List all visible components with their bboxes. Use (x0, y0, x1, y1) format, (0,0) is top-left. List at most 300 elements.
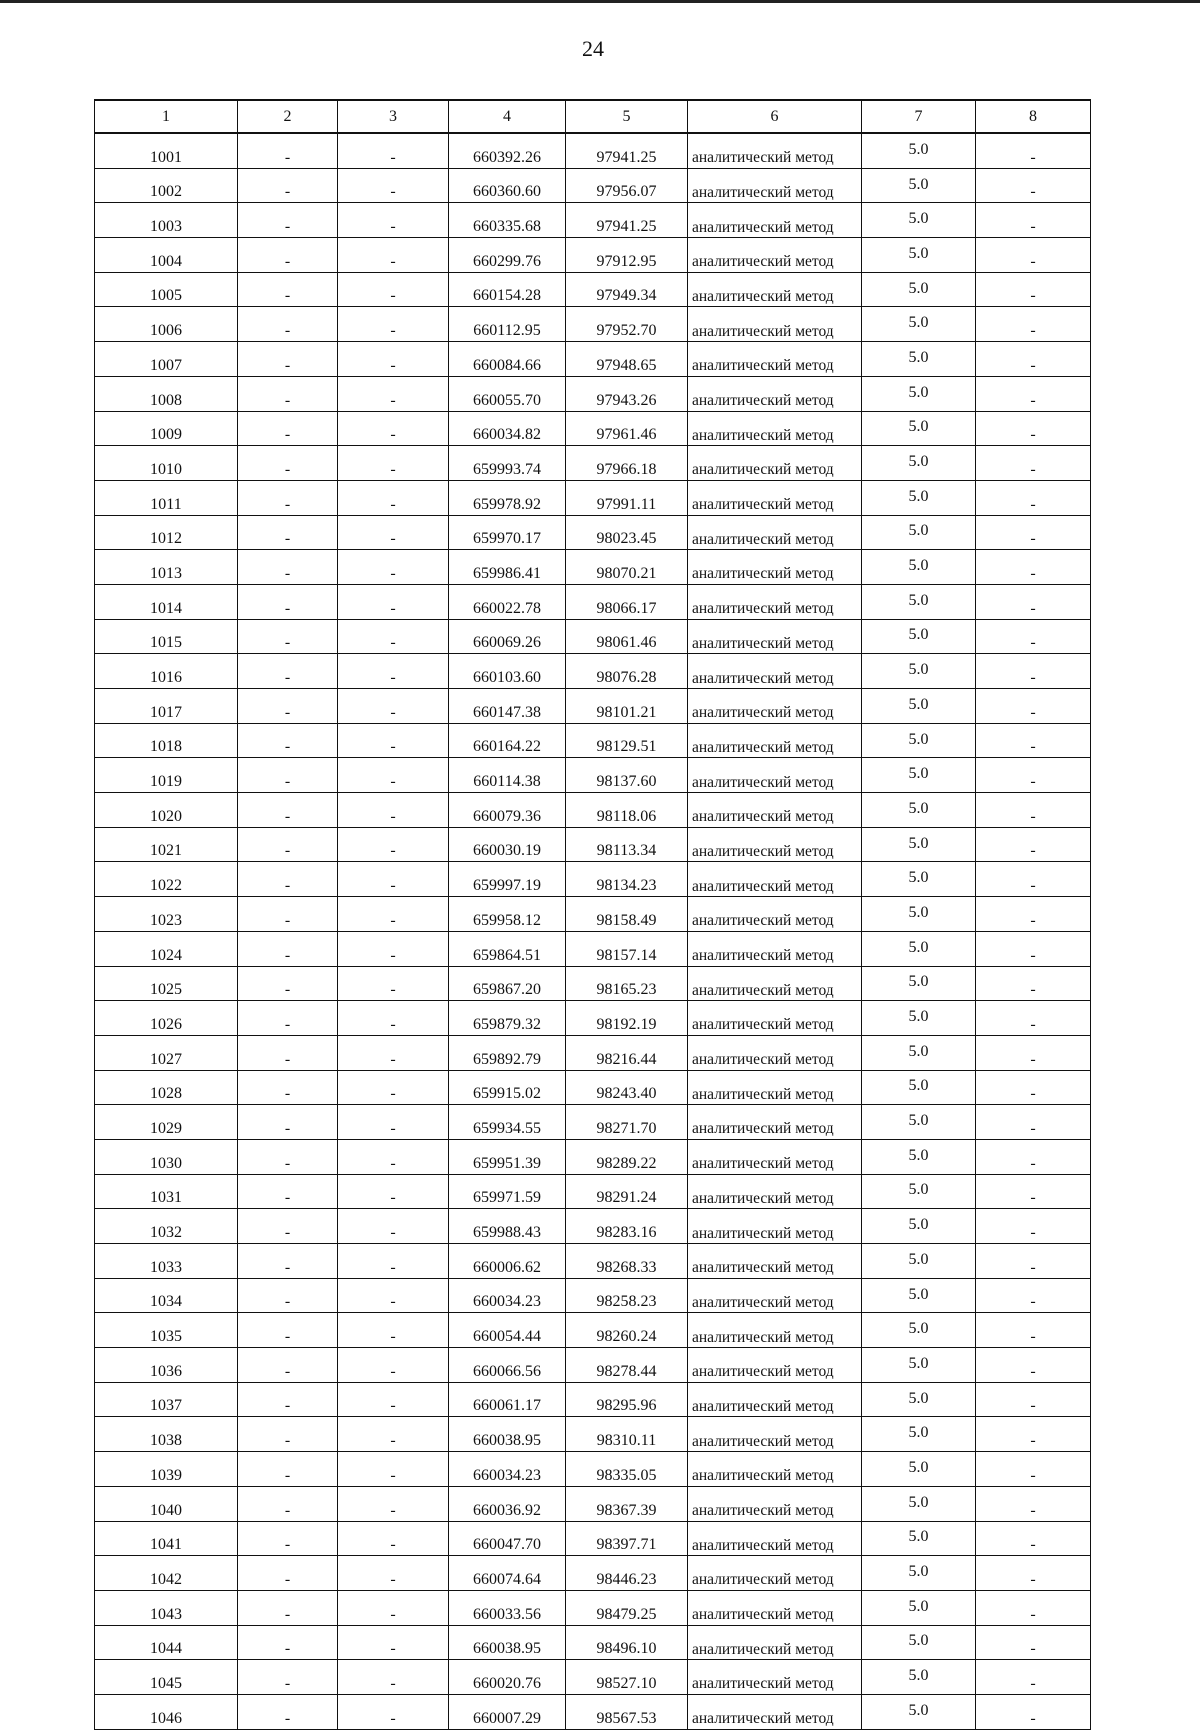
table-row (95, 862, 1091, 897)
column-8-cell: - (976, 1348, 1091, 1383)
table-row (95, 1625, 1091, 1660)
table-row (95, 342, 1091, 377)
coordinate-y-cell: 98258.23 (566, 1278, 688, 1313)
method-cell: аналитический метод (688, 1278, 862, 1313)
coordinate-y-cell: 98023.45 (566, 515, 688, 550)
column-8-cell: - (976, 203, 1091, 238)
column-2-cell: - (238, 897, 338, 932)
table-row (95, 480, 1091, 515)
column-2-cell: - (238, 584, 338, 619)
coordinate-x-cell: 660047.70 (449, 1521, 566, 1556)
column-3-cell: - (338, 827, 449, 862)
column-8-cell: - (976, 862, 1091, 897)
table-row (95, 793, 1091, 828)
coordinate-y-cell: 98129.51 (566, 723, 688, 758)
table-row (95, 238, 1091, 273)
column-2-cell: - (238, 342, 338, 377)
distance-cell: 5.0 (862, 1521, 976, 1556)
coordinate-x-cell: 660033.56 (449, 1590, 566, 1625)
coordinate-x-cell: 660054.44 (449, 1313, 566, 1348)
coordinate-x-cell: 659997.19 (449, 862, 566, 897)
coordinate-y-cell: 98335.05 (566, 1452, 688, 1487)
point-number-cell: 1033 (95, 1244, 238, 1279)
coordinate-y-cell: 98134.23 (566, 862, 688, 897)
coordinate-y-cell: 98192.19 (566, 1001, 688, 1036)
distance-cell: 5.0 (862, 168, 976, 203)
point-number-cell: 1027 (95, 1035, 238, 1070)
column-2-cell: - (238, 515, 338, 550)
method-cell: аналитический метод (688, 1452, 862, 1487)
distance-cell: 5.0 (862, 654, 976, 689)
point-number-cell: 1044 (95, 1625, 238, 1660)
table-row (95, 1660, 1091, 1695)
column-3-cell: - (338, 1417, 449, 1452)
coordinate-y-cell: 98137.60 (566, 758, 688, 793)
column-8-cell: - (976, 1625, 1091, 1660)
distance-cell: 5.0 (862, 376, 976, 411)
distance-cell: 5.0 (862, 1556, 976, 1591)
column-3-cell: - (338, 584, 449, 619)
column-2-cell: - (238, 1278, 338, 1313)
column-3-cell: - (338, 1694, 449, 1729)
column-3-cell: - (338, 862, 449, 897)
column-8-cell: - (976, 793, 1091, 828)
column-3-cell: - (338, 515, 449, 550)
method-cell: аналитический метод (688, 827, 862, 862)
point-number-cell: 1026 (95, 1001, 238, 1036)
coordinate-x-cell: 659915.02 (449, 1070, 566, 1105)
column-header: 1 (95, 100, 238, 133)
column-2-cell: - (238, 827, 338, 862)
column-8-cell: - (976, 689, 1091, 724)
distance-cell: 5.0 (862, 619, 976, 654)
column-8-cell: - (976, 446, 1091, 481)
method-cell: аналитический метод (688, 1070, 862, 1105)
distance-cell: 5.0 (862, 480, 976, 515)
distance-cell: 5.0 (862, 1694, 976, 1729)
method-cell: аналитический метод (688, 584, 862, 619)
column-3-cell: - (338, 446, 449, 481)
coordinate-y-cell: 98076.28 (566, 654, 688, 689)
point-number-cell: 1039 (95, 1452, 238, 1487)
distance-cell: 5.0 (862, 793, 976, 828)
table-row (95, 1313, 1091, 1348)
table-row (95, 515, 1091, 550)
column-2-cell: - (238, 1348, 338, 1383)
column-2-cell: - (238, 654, 338, 689)
distance-cell: 5.0 (862, 307, 976, 342)
table-row (95, 133, 1091, 168)
method-cell: аналитический метод (688, 1244, 862, 1279)
column-2-cell: - (238, 1590, 338, 1625)
column-2-cell: - (238, 862, 338, 897)
column-header: 2 (238, 100, 338, 133)
column-8-cell: - (976, 342, 1091, 377)
point-number-cell: 1007 (95, 342, 238, 377)
coordinate-x-cell: 659971.59 (449, 1174, 566, 1209)
table-row (95, 1174, 1091, 1209)
column-3-cell: - (338, 1382, 449, 1417)
distance-cell: 5.0 (862, 515, 976, 550)
distance-cell: 5.0 (862, 584, 976, 619)
column-8-cell: - (976, 133, 1091, 168)
table-row (95, 966, 1091, 1001)
column-2-cell: - (238, 1521, 338, 1556)
column-2-cell: - (238, 1313, 338, 1348)
point-number-cell: 1029 (95, 1105, 238, 1140)
point-number-cell: 1003 (95, 203, 238, 238)
point-number-cell: 1024 (95, 931, 238, 966)
distance-cell: 5.0 (862, 1452, 976, 1487)
coordinate-x-cell: 660360.60 (449, 168, 566, 203)
column-3-cell: - (338, 307, 449, 342)
method-cell: аналитический метод (688, 342, 862, 377)
method-cell: аналитический метод (688, 793, 862, 828)
coordinate-y-cell: 98216.44 (566, 1035, 688, 1070)
column-8-cell: - (976, 168, 1091, 203)
point-number-cell: 1046 (95, 1694, 238, 1729)
distance-cell: 5.0 (862, 342, 976, 377)
column-2-cell: - (238, 1174, 338, 1209)
coordinate-y-cell: 98278.44 (566, 1348, 688, 1383)
coordinate-x-cell: 660084.66 (449, 342, 566, 377)
table-row (95, 723, 1091, 758)
column-2-cell: - (238, 1660, 338, 1695)
method-cell: аналитический метод (688, 1174, 862, 1209)
column-8-cell: - (976, 480, 1091, 515)
table-row (95, 1417, 1091, 1452)
coordinate-x-cell: 660066.56 (449, 1348, 566, 1383)
column-3-cell: - (338, 550, 449, 585)
coordinate-y-cell: 98157.14 (566, 931, 688, 966)
column-3-cell: - (338, 411, 449, 446)
column-3-cell: - (338, 342, 449, 377)
point-number-cell: 1014 (95, 584, 238, 619)
coordinate-y-cell: 98243.40 (566, 1070, 688, 1105)
column-3-cell: - (338, 203, 449, 238)
coordinate-y-cell: 97952.70 (566, 307, 688, 342)
column-8-cell: - (976, 376, 1091, 411)
column-3-cell: - (338, 1105, 449, 1140)
column-2-cell: - (238, 1070, 338, 1105)
coordinate-x-cell: 660114.38 (449, 758, 566, 793)
column-8-cell: - (976, 1035, 1091, 1070)
coordinate-y-cell: 98567.53 (566, 1694, 688, 1729)
coordinate-x-cell: 659993.74 (449, 446, 566, 481)
column-header: 7 (862, 100, 976, 133)
point-number-cell: 1018 (95, 723, 238, 758)
distance-cell: 5.0 (862, 238, 976, 273)
column-2-cell: - (238, 133, 338, 168)
coordinate-x-cell: 660154.28 (449, 272, 566, 307)
method-cell: аналитический метод (688, 550, 862, 585)
coordinate-x-cell: 660036.92 (449, 1486, 566, 1521)
method-cell: аналитический метод (688, 1556, 862, 1591)
point-number-cell: 1011 (95, 480, 238, 515)
point-number-cell: 1031 (95, 1174, 238, 1209)
column-8-cell: - (976, 238, 1091, 273)
coordinate-y-cell: 98289.22 (566, 1139, 688, 1174)
method-cell: аналитический метод (688, 966, 862, 1001)
table-row (95, 376, 1091, 411)
point-number-cell: 1015 (95, 619, 238, 654)
distance-cell: 5.0 (862, 1244, 976, 1279)
coordinate-x-cell: 659951.39 (449, 1139, 566, 1174)
column-3-cell: - (338, 272, 449, 307)
coordinate-x-cell: 660020.76 (449, 1660, 566, 1695)
column-3-cell: - (338, 966, 449, 1001)
column-3-cell: - (338, 1556, 449, 1591)
column-2-cell: - (238, 1209, 338, 1244)
column-2-cell: - (238, 203, 338, 238)
column-2-cell: - (238, 1556, 338, 1591)
method-cell: аналитический метод (688, 862, 862, 897)
column-8-cell: - (976, 723, 1091, 758)
coordinate-y-cell: 98310.11 (566, 1417, 688, 1452)
point-number-cell: 1038 (95, 1417, 238, 1452)
distance-cell: 5.0 (862, 1382, 976, 1417)
coordinate-y-cell: 98283.16 (566, 1209, 688, 1244)
column-2-cell: - (238, 1486, 338, 1521)
column-8-cell: - (976, 897, 1091, 932)
point-number-cell: 1036 (95, 1348, 238, 1383)
point-number-cell: 1022 (95, 862, 238, 897)
column-2-cell: - (238, 307, 338, 342)
column-8-cell: - (976, 1417, 1091, 1452)
coordinate-x-cell: 660164.22 (449, 723, 566, 758)
column-3-cell: - (338, 723, 449, 758)
distance-cell: 5.0 (862, 1035, 976, 1070)
column-2-cell: - (238, 550, 338, 585)
coordinate-y-cell: 97991.11 (566, 480, 688, 515)
method-cell: аналитический метод (688, 1382, 862, 1417)
point-number-cell: 1021 (95, 827, 238, 862)
coordinate-y-cell: 98061.46 (566, 619, 688, 654)
column-3-cell: - (338, 1070, 449, 1105)
column-8-cell: - (976, 1105, 1091, 1140)
coordinate-x-cell: 659892.79 (449, 1035, 566, 1070)
coordinate-y-cell: 97949.34 (566, 272, 688, 307)
column-8-cell: - (976, 619, 1091, 654)
coordinates-table (94, 99, 1091, 1730)
coordinate-x-cell: 660147.38 (449, 689, 566, 724)
coordinate-y-cell: 98479.25 (566, 1590, 688, 1625)
distance-cell: 5.0 (862, 758, 976, 793)
table-row (95, 584, 1091, 619)
table-row (95, 1244, 1091, 1279)
table-row (95, 827, 1091, 862)
coordinate-y-cell: 98158.49 (566, 897, 688, 932)
method-cell: аналитический метод (688, 1694, 862, 1729)
column-2-cell: - (238, 411, 338, 446)
column-3-cell: - (338, 654, 449, 689)
point-number-cell: 1017 (95, 689, 238, 724)
table-row (95, 411, 1091, 446)
coordinate-x-cell: 660061.17 (449, 1382, 566, 1417)
coordinate-y-cell: 98066.17 (566, 584, 688, 619)
method-cell: аналитический метод (688, 1348, 862, 1383)
point-number-cell: 1009 (95, 411, 238, 446)
column-8-cell: - (976, 1486, 1091, 1521)
point-number-cell: 1002 (95, 168, 238, 203)
column-8-cell: - (976, 1313, 1091, 1348)
coordinate-x-cell: 660034.23 (449, 1278, 566, 1313)
point-number-cell: 1005 (95, 272, 238, 307)
column-2-cell: - (238, 619, 338, 654)
column-2-cell: - (238, 1139, 338, 1174)
column-8-cell: - (976, 1660, 1091, 1695)
point-number-cell: 1023 (95, 897, 238, 932)
table-row (95, 1486, 1091, 1521)
method-cell: аналитический метод (688, 272, 862, 307)
method-cell: аналитический метод (688, 1521, 862, 1556)
distance-cell: 5.0 (862, 1070, 976, 1105)
column-3-cell: - (338, 1660, 449, 1695)
point-number-cell: 1035 (95, 1313, 238, 1348)
method-cell: аналитический метод (688, 689, 862, 724)
column-8-cell: - (976, 1209, 1091, 1244)
table-row (95, 1590, 1091, 1625)
point-number-cell: 1012 (95, 515, 238, 550)
column-3-cell: - (338, 619, 449, 654)
column-8-cell: - (976, 1452, 1091, 1487)
column-2-cell: - (238, 723, 338, 758)
coordinate-y-cell: 98118.06 (566, 793, 688, 828)
coordinate-y-cell: 97912.95 (566, 238, 688, 273)
table-body (95, 133, 1091, 1729)
column-8-cell: - (976, 550, 1091, 585)
coordinate-x-cell: 660074.64 (449, 1556, 566, 1591)
distance-cell: 5.0 (862, 723, 976, 758)
coordinate-x-cell: 660335.68 (449, 203, 566, 238)
coordinate-y-cell: 98291.24 (566, 1174, 688, 1209)
column-8-cell: - (976, 1001, 1091, 1036)
column-3-cell: - (338, 1209, 449, 1244)
column-3-cell: - (338, 1625, 449, 1660)
distance-cell: 5.0 (862, 1417, 976, 1452)
coordinate-x-cell: 659986.41 (449, 550, 566, 585)
column-2-cell: - (238, 1417, 338, 1452)
distance-cell: 5.0 (862, 1209, 976, 1244)
column-8-cell: - (976, 758, 1091, 793)
column-2-cell: - (238, 1244, 338, 1279)
distance-cell: 5.0 (862, 966, 976, 1001)
distance-cell: 5.0 (862, 1001, 976, 1036)
column-3-cell: - (338, 1139, 449, 1174)
page-top-edge (0, 0, 1200, 3)
column-3-cell: - (338, 931, 449, 966)
table-row (95, 1001, 1091, 1036)
coordinate-y-cell: 98271.70 (566, 1105, 688, 1140)
coordinate-y-cell: 98101.21 (566, 689, 688, 724)
table-row (95, 1452, 1091, 1487)
point-number-cell: 1013 (95, 550, 238, 585)
column-8-cell: - (976, 1556, 1091, 1591)
column-2-cell: - (238, 1382, 338, 1417)
distance-cell: 5.0 (862, 411, 976, 446)
column-8-cell: - (976, 931, 1091, 966)
column-3-cell: - (338, 1313, 449, 1348)
column-2-cell: - (238, 446, 338, 481)
column-3-cell: - (338, 168, 449, 203)
coordinate-x-cell: 659864.51 (449, 931, 566, 966)
column-8-cell: - (976, 1244, 1091, 1279)
method-cell: аналитический метод (688, 238, 862, 273)
table-row (95, 1139, 1091, 1174)
coordinate-x-cell: 659970.17 (449, 515, 566, 550)
column-2-cell: - (238, 272, 338, 307)
method-cell: аналитический метод (688, 1486, 862, 1521)
column-2-cell: - (238, 168, 338, 203)
column-8-cell: - (976, 584, 1091, 619)
coordinate-x-cell: 659978.92 (449, 480, 566, 515)
table-row (95, 168, 1091, 203)
point-number-cell: 1019 (95, 758, 238, 793)
method-cell: аналитический метод (688, 619, 862, 654)
method-cell: аналитический метод (688, 723, 862, 758)
coordinate-x-cell: 660055.70 (449, 376, 566, 411)
point-number-cell: 1045 (95, 1660, 238, 1695)
column-3-cell: - (338, 376, 449, 411)
distance-cell: 5.0 (862, 1625, 976, 1660)
column-3-cell: - (338, 1590, 449, 1625)
method-cell: аналитический метод (688, 1313, 862, 1348)
coordinate-y-cell: 98268.33 (566, 1244, 688, 1279)
distance-cell: 5.0 (862, 827, 976, 862)
method-cell: аналитический метод (688, 133, 862, 168)
table-row (95, 272, 1091, 307)
column-3-cell: - (338, 1244, 449, 1279)
coordinate-y-cell: 98367.39 (566, 1486, 688, 1521)
column-8-cell: - (976, 1694, 1091, 1729)
point-number-cell: 1041 (95, 1521, 238, 1556)
coordinate-x-cell: 659879.32 (449, 1001, 566, 1036)
method-cell: аналитический метод (688, 931, 862, 966)
column-2-cell: - (238, 793, 338, 828)
coordinate-x-cell: 660030.19 (449, 827, 566, 862)
method-cell: аналитический метод (688, 1105, 862, 1140)
table-row (95, 307, 1091, 342)
column-8-cell: - (976, 1070, 1091, 1105)
column-3-cell: - (338, 1521, 449, 1556)
distance-cell: 5.0 (862, 897, 976, 932)
method-cell: аналитический метод (688, 307, 862, 342)
coordinate-x-cell: 660038.95 (449, 1417, 566, 1452)
column-3-cell: - (338, 897, 449, 932)
column-2-cell: - (238, 480, 338, 515)
column-3-cell: - (338, 133, 449, 168)
method-cell: аналитический метод (688, 1417, 862, 1452)
method-cell: аналитический метод (688, 897, 862, 932)
table-row (95, 1035, 1091, 1070)
column-2-cell: - (238, 238, 338, 273)
point-number-cell: 1030 (95, 1139, 238, 1174)
header-row (95, 100, 1091, 133)
table-row (95, 1209, 1091, 1244)
table-row (95, 203, 1091, 238)
method-cell: аналитический метод (688, 1001, 862, 1036)
column-3-cell: - (338, 689, 449, 724)
column-3-cell: - (338, 1278, 449, 1313)
coordinate-y-cell: 97966.18 (566, 446, 688, 481)
table-row (95, 689, 1091, 724)
column-8-cell: - (976, 1174, 1091, 1209)
column-2-cell: - (238, 1105, 338, 1140)
column-header: 8 (976, 100, 1091, 133)
distance-cell: 5.0 (862, 272, 976, 307)
coordinate-y-cell: 98527.10 (566, 1660, 688, 1695)
table-row (95, 758, 1091, 793)
